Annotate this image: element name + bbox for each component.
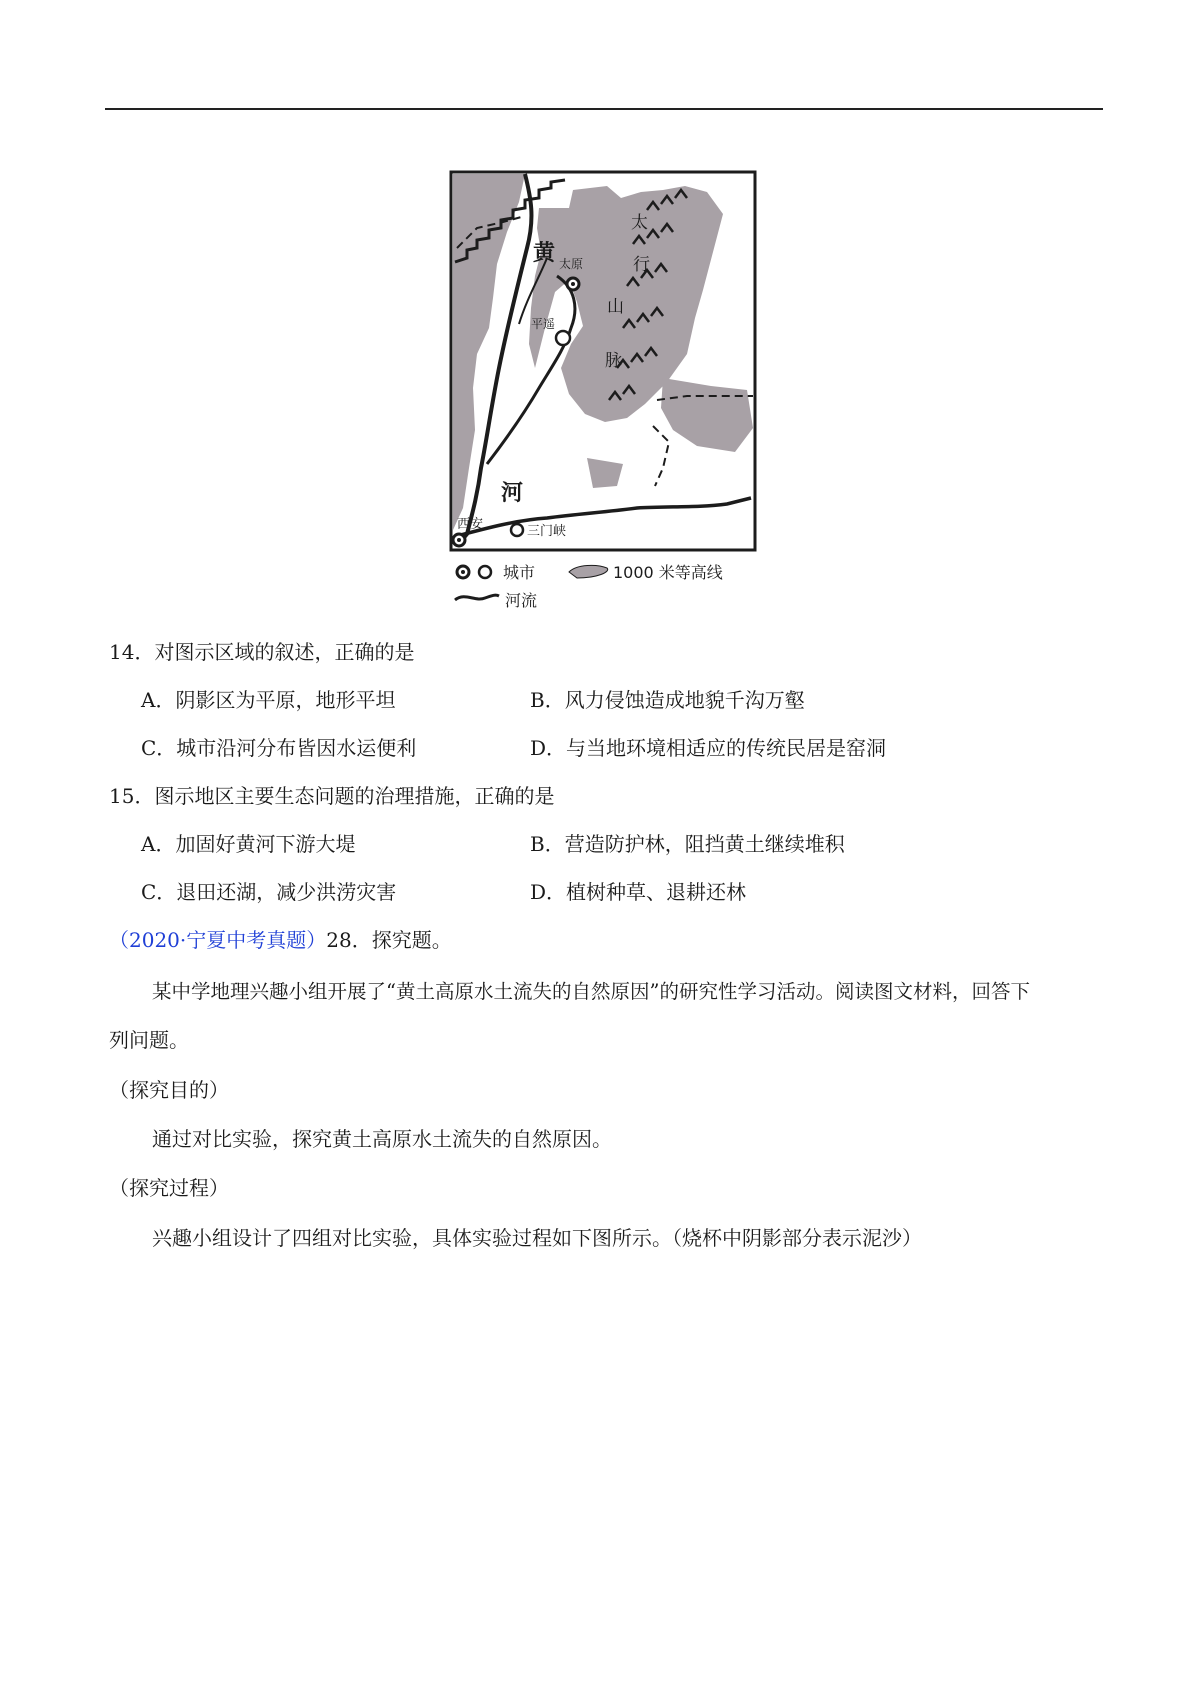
label-hang: 行	[633, 255, 650, 275]
pingyao-city	[556, 331, 570, 345]
legend-contour-label: 1000 米等高线	[613, 563, 723, 582]
q28-intro-line2: 列问题。	[109, 1028, 189, 1052]
label-mai: 脉	[605, 351, 622, 371]
header-rule	[105, 108, 1103, 110]
q15-option-d: D．植树种草、退耕还林	[530, 880, 747, 904]
q15-stem: 15．图示地区主要生态问题的治理措施，正确的是	[109, 784, 555, 808]
q14-option-a: A．阴影区为平原，地形平坦	[141, 688, 396, 712]
q14-option-d: D．与当地环境相适应的传统民居是窑洞	[530, 736, 887, 760]
label-tai: 太	[631, 213, 648, 233]
q28-intro-line1: 某中学地理兴趣小组开展了“黄土高原水土流失的自然原因”的研究性学习活动。阅读图文材料，回答下	[152, 980, 1030, 1003]
legend-city-icon	[479, 566, 491, 578]
legend-city-label: 城市	[503, 563, 536, 582]
loess-plateau-map	[447, 168, 759, 616]
q15-option-b: B．营造防护林，阻挡黄土继续堆积	[530, 832, 845, 856]
q28-source: （2020·宁夏中考真题）	[109, 928, 327, 952]
label-taiyuan: 太原	[559, 257, 584, 271]
label-pingyao: 平遥	[531, 317, 556, 331]
q28-process-text: 兴趣小组设计了四组对比实验，具体实验过程如下图所示。（烧杯中阴影部分表示泥沙）	[152, 1226, 922, 1250]
q28-purpose-heading: （探究目的）	[109, 1078, 229, 1102]
label-shan: 山	[607, 297, 624, 317]
sanmenxia-city	[511, 524, 523, 536]
label-he: 河	[501, 481, 524, 506]
label-xian: 西安	[457, 517, 484, 532]
label-huang: 黄	[533, 241, 556, 266]
q14-option-b: B．风力侵蚀造成地貌千沟万壑	[530, 688, 805, 712]
q28-process-heading: （探究过程）	[109, 1176, 229, 1200]
q28-title: 28．探究题。	[326, 928, 452, 952]
q14-stem: 14．对图示区域的叙述，正确的是	[109, 640, 415, 664]
q28-heading	[109, 926, 452, 954]
q14-option-c: C．城市沿河分布皆因水运便利	[141, 736, 417, 760]
q28-purpose-text: 通过对比实验，探究黄土高原水土流失的自然原因。	[152, 1127, 612, 1151]
legend-river-label: 河流	[505, 591, 538, 610]
label-sanmenxia: 三门峡	[527, 524, 567, 539]
q15-option-c: C．退田还湖，减少洪涝灾害	[141, 880, 397, 904]
q15-option-a: A．加固好黄河下游大堤	[141, 832, 356, 856]
